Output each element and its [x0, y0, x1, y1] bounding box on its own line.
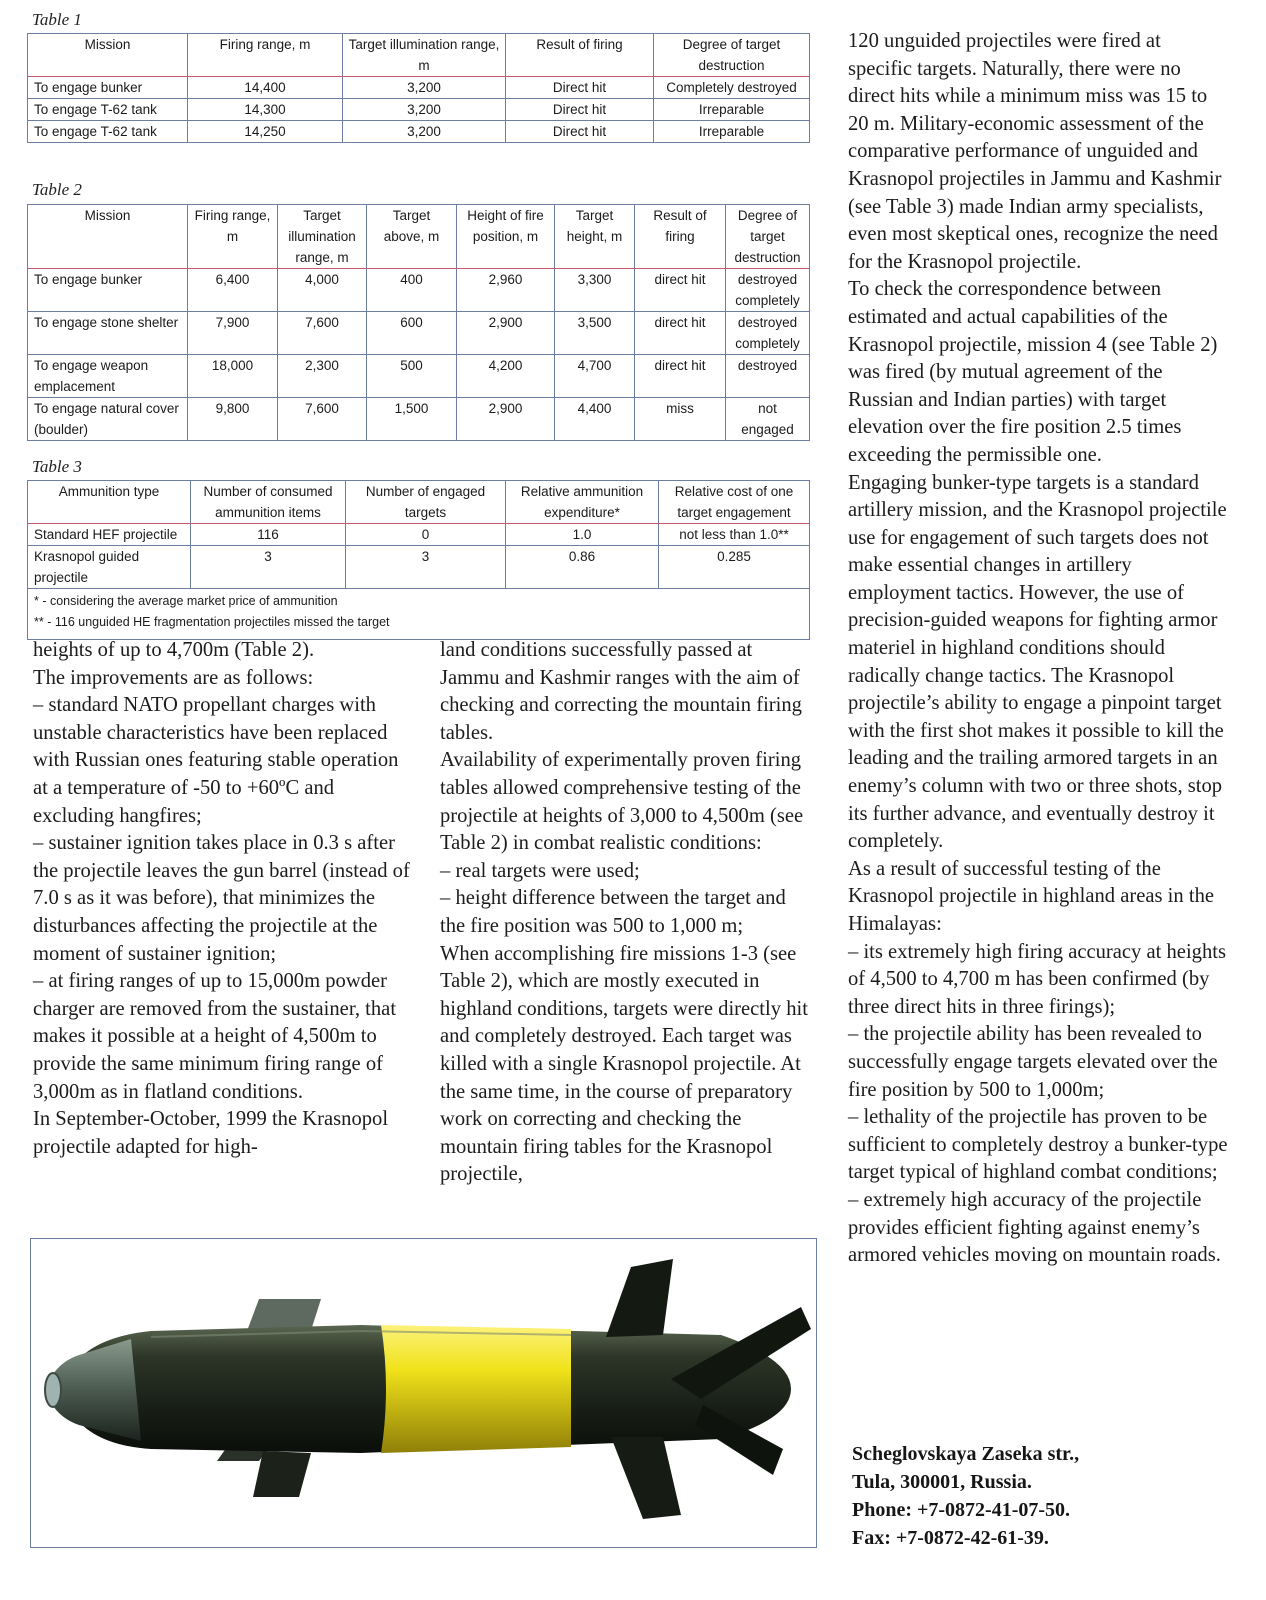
paragraph: As a result of successful testing of the Krasnopol projectile in highland areas in the Himalayas:	[848, 857, 1215, 935]
table2-cell: 7,600	[278, 398, 367, 441]
projectile-yellow-band	[381, 1325, 571, 1453]
table2-header-cell: Degree of target destruction	[726, 205, 810, 269]
table1-header-cell: Firing range, m	[188, 34, 343, 77]
table-row	[28, 355, 810, 398]
table2-cell: 7,600	[278, 312, 367, 355]
table2-cell: 3,500	[555, 312, 635, 355]
table2-cell: 4,200	[457, 355, 555, 398]
table2-cell: 2,900	[457, 312, 555, 355]
table2	[27, 204, 810, 441]
table3-notes-row	[28, 589, 810, 640]
table3	[27, 480, 810, 640]
table1-cell: To engage T-62 tank	[28, 99, 188, 121]
address-fax: Fax: +7-0872-42-61-39.	[852, 1527, 1049, 1549]
table2-header-cell: Mission	[28, 205, 188, 269]
table2-cell: miss	[635, 398, 726, 441]
paragraph: In September-October, 1999 the Krasnopol projectile adapted for high-	[33, 1108, 389, 1158]
table1-cell: To engage T-62 tank	[28, 121, 188, 143]
projectile-photo	[30, 1238, 817, 1548]
table-row	[28, 312, 810, 355]
table2-cell: 600	[367, 312, 457, 355]
table2-cell: direct hit	[635, 312, 726, 355]
table-row	[28, 524, 810, 546]
table-row	[28, 77, 810, 99]
table1-cell: Completely destroyed	[654, 77, 810, 99]
table3-notes	[28, 589, 810, 640]
paragraph: – standard NATO propellant charges with unstable characteristics have been replaced with Russian ones featuring stable operation at a temperature of -50 to +60ºC and excluding hangfires;	[33, 694, 399, 827]
table2-cell: 2,300	[278, 355, 367, 398]
paragraph: Engaging bunker-type targets is a standard artillery mission, and the Krasnopol projectile use for engagement of such targets does not make essential changes in artillery employment tactics. However, the use of precision-guided weapons for fighting armor materiel in highland conditions should radically change tactics. The Krasnopol projectile’s ability to engage a pinpoint target with the first shot makes it possible to kill the leading and the trailing armored targets in an enemy’s column with two or three shots, stop its further advance, and eventually destroy it completely.	[848, 471, 1227, 853]
table2-cell: destroyed completely	[726, 312, 810, 355]
table3-cell: 3	[191, 546, 346, 589]
text-column-2	[440, 637, 815, 1189]
paragraph: – at firing ranges of up to 15,000m powder charger are removed from the sustainer, that makes it possible at a height of 4,500m to provide the same minimum firing range of 3,000m as in flatland conditions.	[33, 970, 397, 1103]
table2-cell: 1,500	[367, 398, 457, 441]
table3-cell: not less than 1.0**	[659, 524, 810, 546]
paragraph: – lethality of the projectile has proven to be sufficient to completely destroy a bunker-type target typical of highland combat conditions;	[848, 1106, 1228, 1184]
table1-cell: Direct hit	[506, 121, 654, 143]
paragraph: When accomplishing fire missions 1-3 (see Table 2), which are mostly executed in highland conditions, targets were directly hit and completely destroyed. Each target was killed with a single Krasnopol projectile. At the same time, in the course of preparatory work on correcting and checking the mountain firing tables for the Krasnopol projectile,	[440, 942, 808, 1186]
table2-cell: To engage stone shelter	[28, 312, 188, 355]
table3-header-cell: Relative ammunition expenditure*	[506, 481, 659, 524]
table3-header-cell: Relative cost of one target engagement	[659, 481, 810, 524]
table2-cell: 4,400	[555, 398, 635, 441]
tail-fin-upper	[606, 1259, 673, 1337]
table-row	[28, 121, 810, 143]
paragraph: – sustainer ignition takes place in 0.3 s after the projectile leaves the gun barrel (instead of 7.0 s as it was before), that minimizes the disturbances affecting the projectile at the moment of sustainer ignition;	[33, 832, 410, 965]
paragraph: – height difference between the target and the fire position was 500 to 1,000 m;	[440, 887, 786, 937]
tail-fin-lower	[611, 1437, 681, 1519]
table1-cell: 14,300	[188, 99, 343, 121]
table2-cell: direct hit	[635, 269, 726, 312]
table2-cell: not engaged	[726, 398, 810, 441]
lower-canard-fin-2	[253, 1451, 311, 1497]
table3-cell: 3	[346, 546, 506, 589]
nose-tip	[45, 1373, 61, 1407]
table2-cell: 3,300	[555, 269, 635, 312]
table3-cell: 1.0	[506, 524, 659, 546]
table1-cell: Direct hit	[506, 99, 654, 121]
table3-header-row	[28, 481, 810, 524]
table2-header-cell: Target above, m	[367, 205, 457, 269]
table3-caption: Table 3	[32, 457, 82, 476]
table1-cell: 3,200	[343, 77, 506, 99]
projectile-nose	[51, 1339, 141, 1441]
address-phone: Phone: +7-0872-41-07-50.	[852, 1499, 1071, 1521]
paragraph: heights of up to 4,700m (Table 2).	[33, 639, 315, 661]
table2-cell: To engage natural cover (boulder)	[28, 398, 188, 441]
table2-header-cell: Target illumination range, m	[278, 205, 367, 269]
paragraph: land conditions successfully passed at Jammu and Kashmir ranges with the aim of checking and correcting the mountain firing tables.	[440, 639, 802, 744]
table1-cell: 3,200	[343, 99, 506, 121]
table1-cell: Irreparable	[654, 121, 810, 143]
table2-caption: Table 2	[32, 180, 82, 199]
paragraph: – the projectile ability has been revealed to successfully engage targets elevated over the fire position by 500 to 1,000m;	[848, 1023, 1218, 1101]
table1-header-cell: Degree of target destruction	[654, 34, 810, 77]
table2-cell: destroyed	[726, 355, 810, 398]
table3-cell: Krasnopol guided projectile	[28, 546, 191, 589]
table1	[27, 33, 810, 143]
table-row	[28, 99, 810, 121]
table2-cell: 400	[367, 269, 457, 312]
text-column-1	[33, 637, 411, 1161]
table2-header-row	[28, 205, 810, 269]
address-street: Scheglovskaya Zaseka str.,	[852, 1443, 1080, 1465]
table-row	[28, 546, 810, 589]
address-city: Tula, 300001, Russia.	[852, 1471, 1032, 1493]
text-column-3	[848, 28, 1228, 1270]
table1-cell: 14,250	[188, 121, 343, 143]
table3-note: ** - 116 unguided HE fragmentation projectiles missed the target	[34, 615, 390, 629]
paragraph: The improvements are as follows:	[33, 666, 314, 689]
table2-header-cell: Target height, m	[555, 205, 635, 269]
table2-cell: 500	[367, 355, 457, 398]
table2-cell: 2,900	[457, 398, 555, 441]
table-row	[28, 269, 810, 312]
table3-header-cell: Ammunition type	[28, 481, 191, 524]
table1-header-row	[28, 34, 810, 77]
paragraph: – its extremely high firing accuracy at heights of 4,500 to 4,700 m has been confirmed (by three direct hits in three firings);	[848, 940, 1226, 1018]
table2-cell: 4,000	[278, 269, 367, 312]
table3-cell: 0.285	[659, 546, 810, 589]
table3-cell: 0.86	[506, 546, 659, 589]
table2-header-cell: Firing range, m	[188, 205, 278, 269]
paragraph: 120 unguided projectiles were fired at specific targets. Naturally, there were no direct hits while a minimum miss was 15 to 20 m. Military-economic assessment of the comparative performance of unguided and Krasnopol projectiles in Jammu and Kashmir (see Table 3) made Indian army specialists, even most skeptical ones, recognize the need for the Krasnopol projectile.	[848, 30, 1222, 273]
table1-header-cell: Mission	[28, 34, 188, 77]
table2-cell: 18,000	[188, 355, 278, 398]
contact-address	[852, 1440, 1242, 1552]
table1-cell: 14,400	[188, 77, 343, 99]
table3-cell: 0	[346, 524, 506, 546]
table1-cell: Irreparable	[654, 99, 810, 121]
table2-cell: 6,400	[188, 269, 278, 312]
table2-cell: 4,700	[555, 355, 635, 398]
table1-cell: 3,200	[343, 121, 506, 143]
table1-header-cell: Target illumination range, m	[343, 34, 506, 77]
projectile-illustration	[31, 1239, 816, 1547]
paragraph: To check the correspondence between estimated and actual capabilities of the Krasnopol projectile, mission 4 (see Table 2) was fired (by mutual agreement of the Russian and Indian parties) with target elevation over the fire position 2.5 times exceeding the permissible one.	[848, 278, 1218, 466]
table2-cell: To engage bunker	[28, 269, 188, 312]
table1-cell: Direct hit	[506, 77, 654, 99]
table1-caption: Table 1	[32, 10, 82, 29]
table-row	[28, 398, 810, 441]
table2-cell: To engage weapon emplacement	[28, 355, 188, 398]
table3-header-cell: Number of engaged targets	[346, 481, 506, 524]
table3-cell: 116	[191, 524, 346, 546]
table2-cell: 2,960	[457, 269, 555, 312]
table2-cell: 7,900	[188, 312, 278, 355]
table1-cell: To engage bunker	[28, 77, 188, 99]
table3-cell: Standard HEF projectile	[28, 524, 191, 546]
table2-header-cell: Height of fire position, m	[457, 205, 555, 269]
paragraph: – extremely high accuracy of the projectile provides efficient fighting against enemy’s armored vehicles moving on mountain roads.	[848, 1188, 1221, 1267]
table2-cell: direct hit	[635, 355, 726, 398]
table2-header-cell: Result of firing	[635, 205, 726, 269]
paragraph: Availability of experimentally proven firing tables allowed comprehensive testing of the projectile at heights of 3,000 to 4,500m (see Table 2) in combat realistic conditions:	[440, 749, 804, 855]
table1-header-cell: Result of firing	[506, 34, 654, 77]
table3-note: * - considering the average market price of ammunition	[34, 594, 338, 608]
table3-header-cell: Number of consumed ammunition items	[191, 481, 346, 524]
table2-cell: destroyed completely	[726, 269, 810, 312]
table2-cell: 9,800	[188, 398, 278, 441]
paragraph: – real targets were used;	[440, 859, 640, 882]
